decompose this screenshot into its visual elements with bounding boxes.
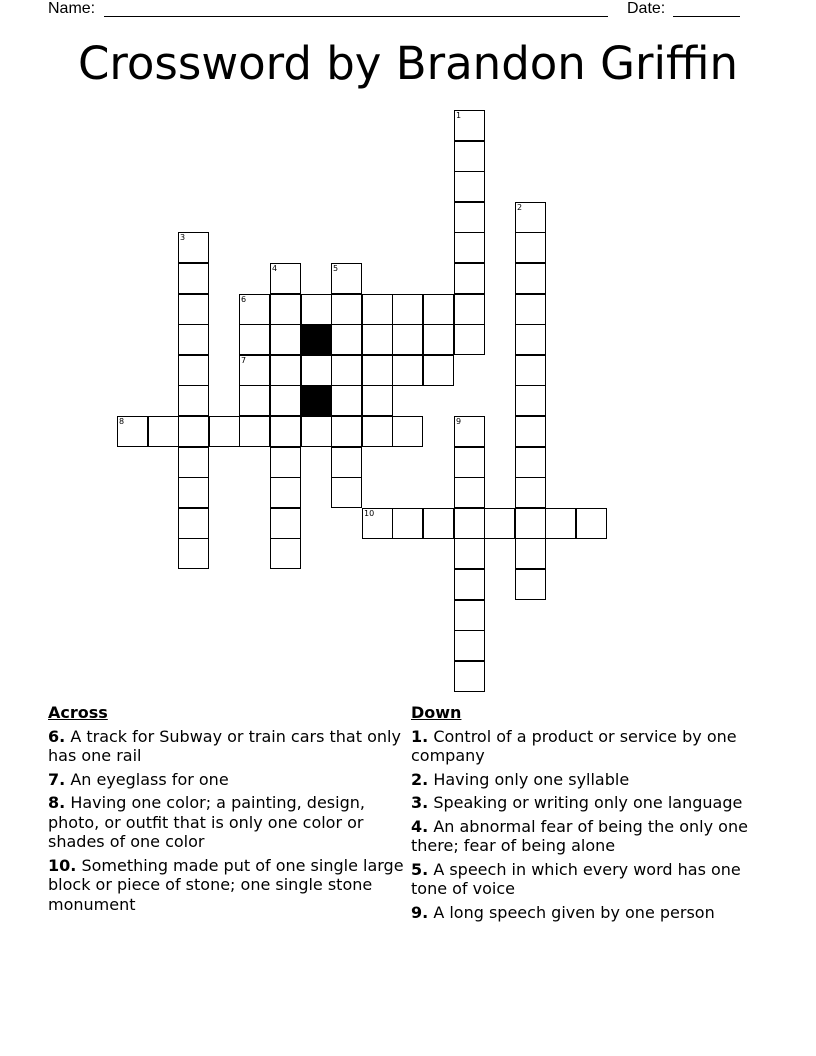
- grid-cell[interactable]: [454, 630, 485, 661]
- cell-number: 3: [180, 233, 186, 242]
- clue-down-3: 3. Speaking or writing only one language: [411, 793, 743, 812]
- grid-cell[interactable]: [331, 355, 362, 386]
- grid-cell[interactable]: [515, 508, 546, 539]
- black-square: [301, 324, 332, 355]
- grid-cell[interactable]: [515, 385, 546, 416]
- grid-cell[interactable]: [454, 294, 485, 325]
- page-title: Crossword by Brandon Griffin: [77, 37, 739, 90]
- grid-cell[interactable]: [423, 294, 454, 325]
- black-square: [301, 385, 332, 416]
- grid-cell[interactable]: [362, 416, 393, 447]
- grid-cell[interactable]: [178, 385, 209, 416]
- grid-cell[interactable]: [178, 416, 209, 447]
- clue-across-10: 10. Something made put of one single large block or piece of stone; one single stone monument: [48, 855, 404, 914]
- grid-cell[interactable]: [392, 416, 423, 447]
- header: [0, 0, 816, 20]
- grid-cell[interactable]: [454, 202, 485, 233]
- name-label: Name:: [48, 0, 96, 17]
- grid-cell[interactable]: [515, 232, 546, 263]
- across-clues: [48, 703, 408, 918]
- grid-cell[interactable]: [423, 355, 454, 386]
- grid-cell[interactable]: [454, 141, 485, 172]
- grid-cell[interactable]: [301, 294, 332, 325]
- grid-cell[interactable]: [301, 355, 332, 386]
- grid-cell[interactable]: [178, 355, 209, 386]
- grid-cell[interactable]: [454, 324, 485, 355]
- down-heading: Down: [411, 703, 462, 722]
- clue-down-5: 5. A speech in which every word has one tone of voice: [411, 859, 741, 898]
- grid-cell[interactable]: [270, 477, 301, 508]
- across-heading: Across: [48, 703, 108, 722]
- name-field[interactable]: [104, 16, 608, 17]
- cell-number: 1: [456, 111, 462, 120]
- grid-cell[interactable]: [178, 232, 209, 263]
- grid-cell[interactable]: [331, 385, 362, 416]
- grid-cell[interactable]: [178, 508, 209, 539]
- grid-cell[interactable]: [117, 416, 148, 447]
- grid-cell[interactable]: [239, 416, 270, 447]
- grid-cell[interactable]: [178, 263, 209, 294]
- grid-cell[interactable]: [515, 569, 546, 600]
- grid-cell[interactable]: [362, 324, 393, 355]
- grid-cell[interactable]: [545, 508, 576, 539]
- grid-cell[interactable]: [515, 447, 546, 478]
- cell-number: 4: [272, 264, 278, 273]
- grid-cell[interactable]: [331, 263, 362, 294]
- grid-cell[interactable]: [239, 385, 270, 416]
- cell-number: 2: [517, 203, 523, 212]
- grid-cell[interactable]: [454, 508, 485, 539]
- grid-cell[interactable]: [454, 569, 485, 600]
- clue-down-1: 1. Control of a product or service by one company: [411, 726, 737, 765]
- grid-cell[interactable]: [392, 508, 423, 539]
- grid-cell[interactable]: [484, 508, 515, 539]
- grid-cell[interactable]: [239, 355, 270, 386]
- grid-cell[interactable]: [454, 232, 485, 263]
- grid-cell[interactable]: [239, 324, 270, 355]
- grid-cell[interactable]: [423, 508, 454, 539]
- down-clues: [411, 703, 761, 926]
- grid-cell[interactable]: [515, 324, 546, 355]
- clue-down-4: 4. An abnormal fear of being the only one there; fear of being alone: [411, 816, 748, 855]
- grid-cell[interactable]: [515, 416, 546, 447]
- grid-cell[interactable]: [270, 447, 301, 478]
- cell-number: 5: [333, 264, 339, 273]
- grid-cell[interactable]: [270, 385, 301, 416]
- date-field[interactable]: [673, 16, 740, 17]
- clue-across-6: 6. A track for Subway or train cars that only has one rail: [48, 726, 401, 765]
- grid-cell[interactable]: [515, 202, 546, 233]
- cell-number: 10: [364, 509, 375, 518]
- grid-cell[interactable]: [454, 110, 485, 141]
- grid-cell[interactable]: [515, 263, 546, 294]
- grid-cell[interactable]: [270, 294, 301, 325]
- grid-cell[interactable]: [454, 171, 485, 202]
- grid-cell[interactable]: [454, 263, 485, 294]
- grid-cell[interactable]: [392, 355, 423, 386]
- grid-cell[interactable]: [515, 538, 546, 569]
- grid-cell[interactable]: [576, 508, 607, 539]
- grid-cell[interactable]: [515, 294, 546, 325]
- cell-number: 9: [456, 417, 462, 426]
- cell-number: 8: [119, 417, 125, 426]
- cell-number: 6: [241, 295, 247, 304]
- grid-cell[interactable]: [454, 447, 485, 478]
- grid-cell[interactable]: [454, 600, 485, 631]
- grid-cell[interactable]: [178, 324, 209, 355]
- grid-cell[interactable]: [209, 416, 240, 447]
- grid-cell[interactable]: [270, 416, 301, 447]
- grid-cell[interactable]: [331, 294, 362, 325]
- grid-cell[interactable]: [331, 477, 362, 508]
- grid-cell[interactable]: [392, 324, 423, 355]
- grid-cell[interactable]: [331, 447, 362, 478]
- grid-cell[interactable]: [454, 477, 485, 508]
- clue-down-2: 2. Having only one syllable: [411, 769, 630, 789]
- grid-cell[interactable]: [178, 294, 209, 325]
- grid-cell[interactable]: [454, 538, 485, 569]
- grid-cell[interactable]: [454, 661, 485, 692]
- grid-cell[interactable]: [362, 385, 393, 416]
- grid-cell[interactable]: [423, 324, 454, 355]
- grid-cell[interactable]: [362, 355, 393, 386]
- grid-cell[interactable]: [270, 538, 301, 569]
- grid-cell[interactable]: [331, 324, 362, 355]
- clue-across-8: 8. Having one color; a painting, design, photo, or outfit that is only one color or shades of one color: [48, 793, 365, 851]
- grid-cell[interactable]: [239, 294, 270, 325]
- grid-cell[interactable]: [301, 416, 332, 447]
- grid-cell[interactable]: [392, 294, 423, 325]
- clue-across-7: 7. An eyeglass for one: [48, 769, 229, 789]
- grid-cell[interactable]: [270, 324, 301, 355]
- cell-number: 7: [241, 356, 247, 365]
- grid-cell[interactable]: [362, 294, 393, 325]
- grid-cell[interactable]: [178, 447, 209, 478]
- grid-cell[interactable]: [270, 263, 301, 294]
- grid-cell[interactable]: [178, 477, 209, 508]
- grid-cell[interactable]: [270, 355, 301, 386]
- grid-cell[interactable]: [148, 416, 179, 447]
- grid-cell[interactable]: [270, 508, 301, 539]
- date-label: Date:: [627, 0, 666, 17]
- grid-cell[interactable]: [454, 416, 485, 447]
- grid-cell[interactable]: [331, 416, 362, 447]
- grid-cell[interactable]: [362, 508, 393, 539]
- clue-down-6-9: 9. A long speech given by one person: [411, 902, 715, 922]
- grid-cell[interactable]: [178, 538, 209, 569]
- grid-cell[interactable]: [515, 355, 546, 386]
- grid-cell[interactable]: [515, 477, 546, 508]
